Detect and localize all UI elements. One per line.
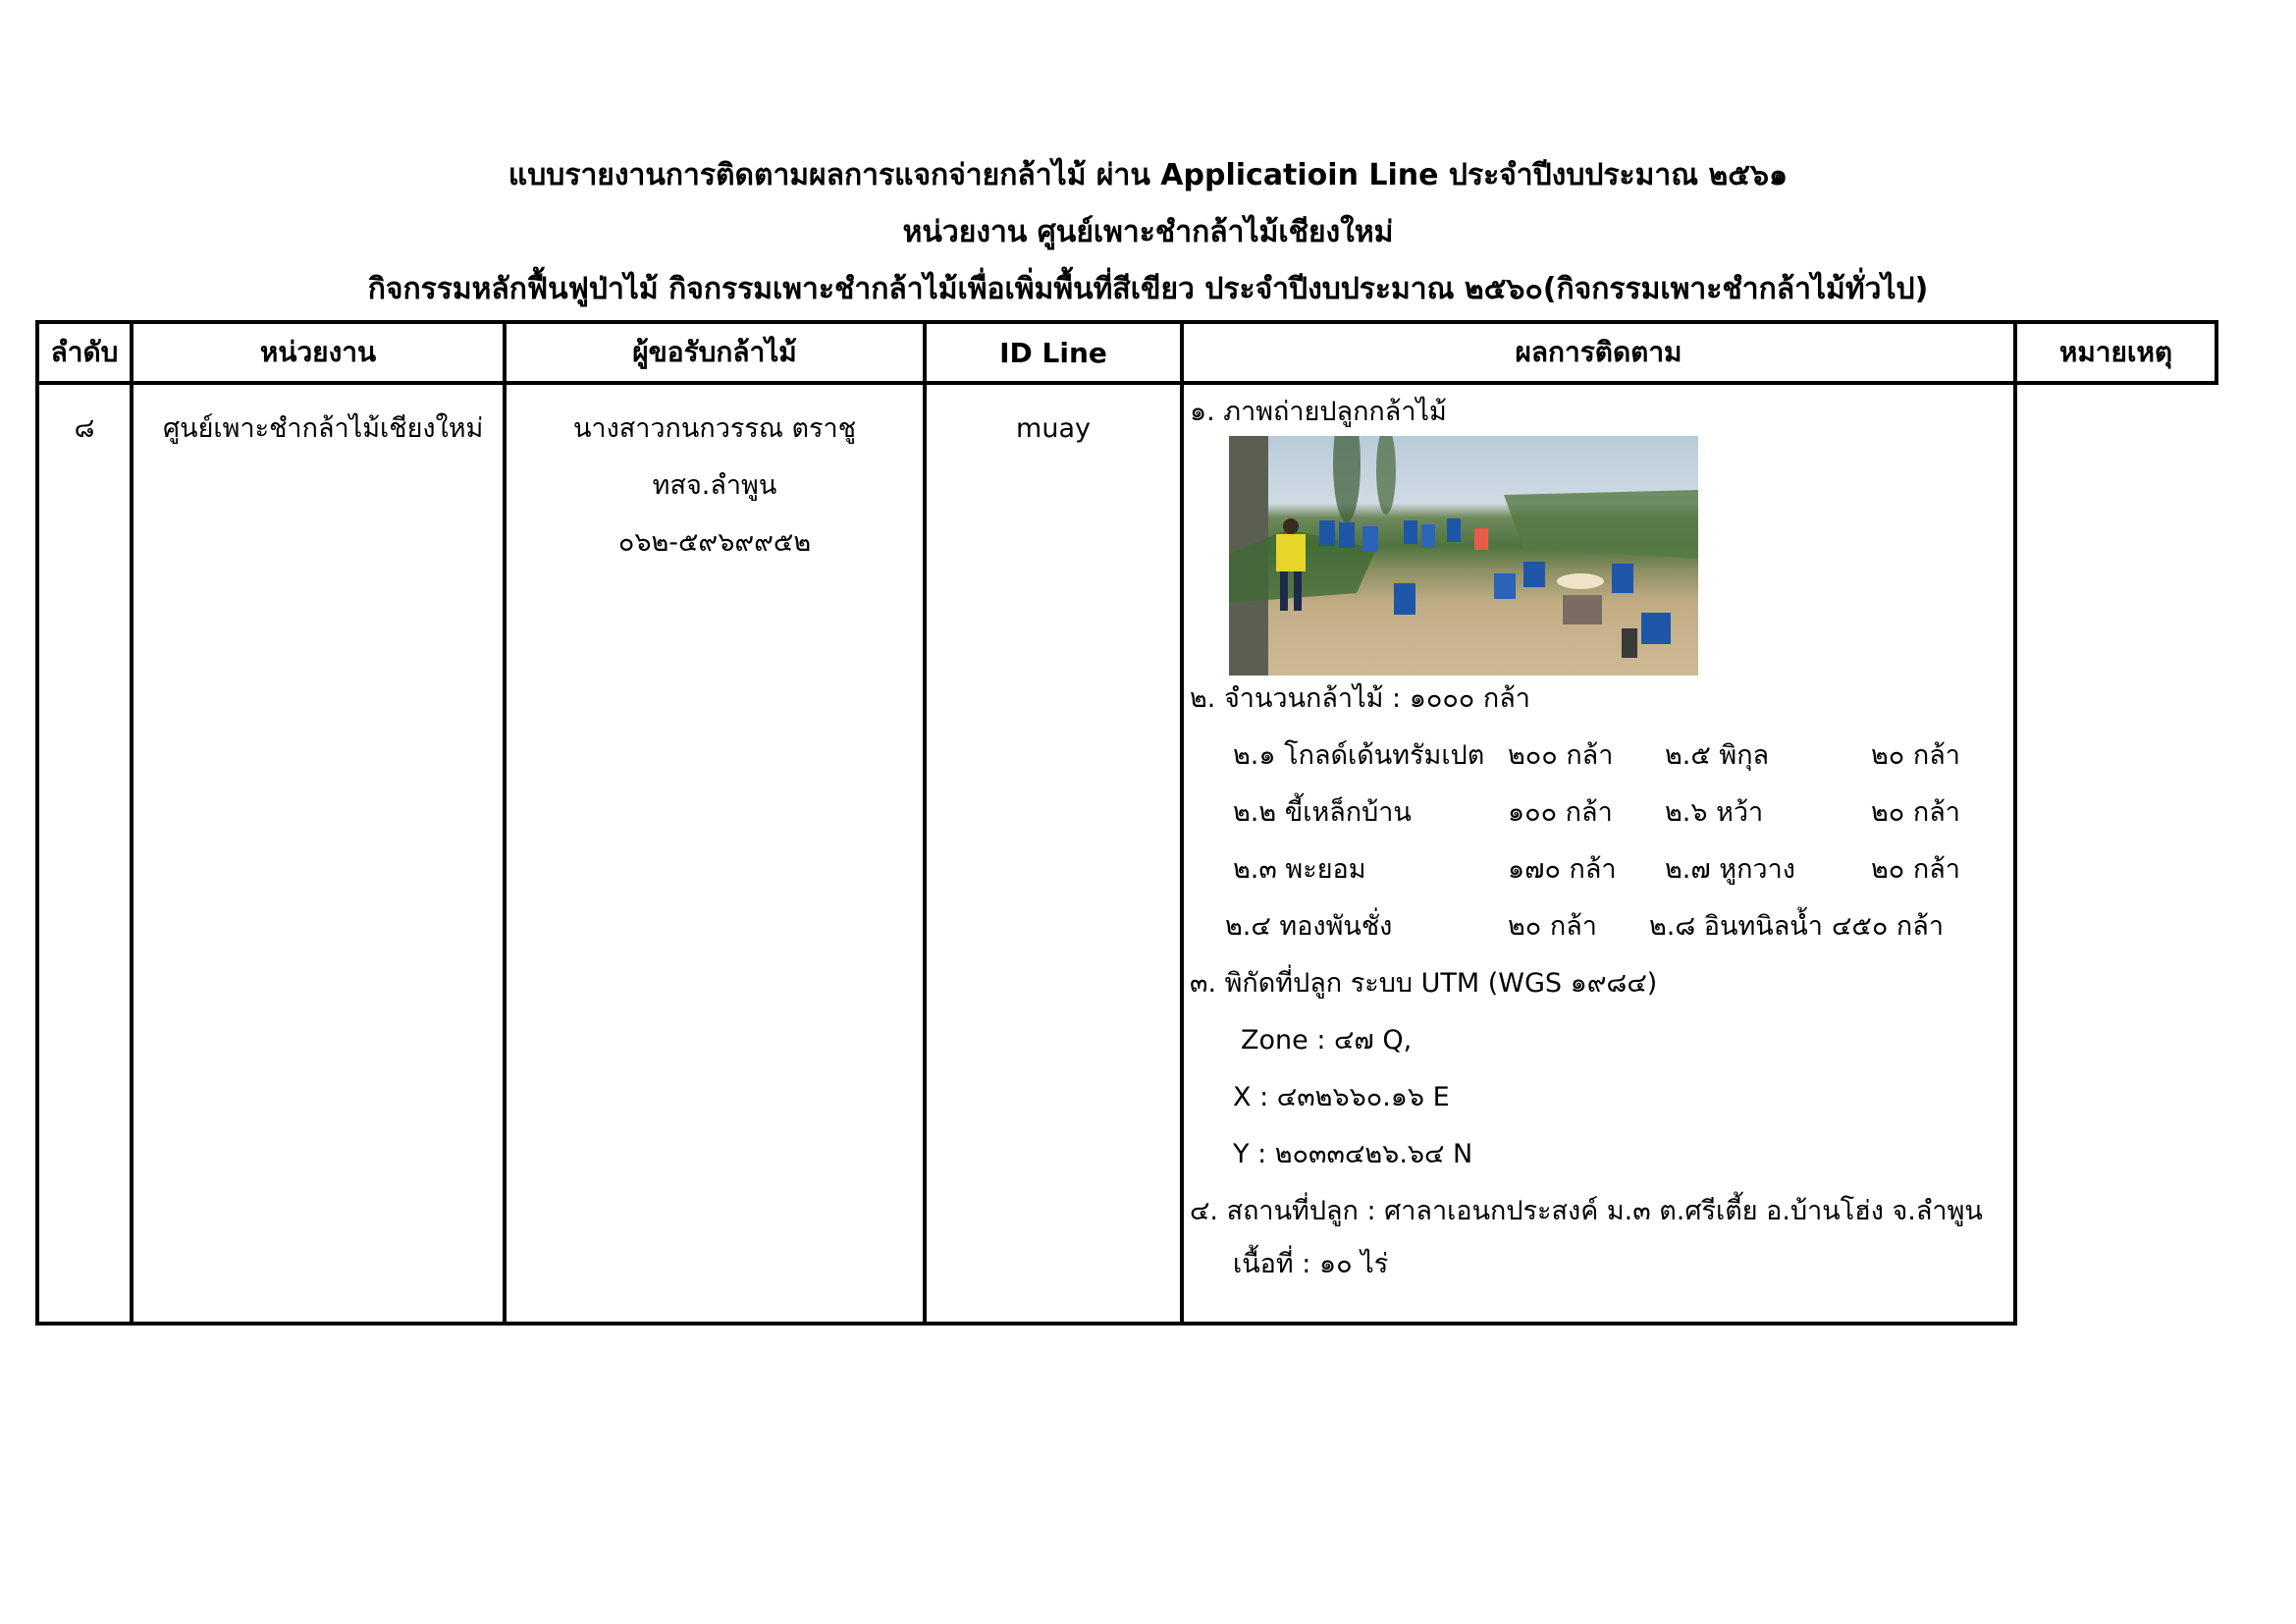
seedling-item-qty: ๑๗๐ กล้า — [1508, 854, 1617, 885]
seedling-item-qty: ๔๕๐ กล้า — [1832, 911, 1944, 942]
unit-name: ศูนย์เพาะชำกล้าไม้เชียงใหม่ — [163, 413, 484, 444]
report-table — [35, 320, 2218, 1326]
section-location: ๔. สถานที่ปลูก : ศาลาเอนกประสงค์ ม.๓ ต.ศรีเตี้ย อ.บ้านโฮ่ง จ.ลำพูน — [1190, 1196, 1983, 1226]
seedling-item-qty: ๒๐ กล้า — [1508, 911, 1597, 942]
tree-planting-photo — [1229, 436, 1698, 676]
agency-title: หน่วยงาน ศูนย์เพาะชำกล้าไม้เชียงใหม่ — [902, 215, 1394, 249]
recipient-office: ทสจ.ลำพูน — [652, 470, 777, 501]
report-header — [0, 147, 2296, 318]
row-number: ๘ — [74, 413, 95, 444]
col-header-unit: หน่วยงาน — [132, 322, 505, 383]
recipient-name: นางสาวกนกวรรณ ตราชู — [572, 413, 857, 444]
seedling-item-qty: ๒๐๐ กล้า — [1508, 740, 1614, 771]
seedling-item-name: ๒.๘ อินทนิลน้ำ — [1649, 911, 1823, 942]
report-title: แบบรายงานการติดตามผลการแจกจ่ายกล้าไม้ ผ่าน Applicatioin Line ประจำปีงบประมาณ ๒๕๖๑ — [507, 158, 1789, 192]
seedling-item-name: ๒.๕ พิกุล — [1665, 740, 1770, 771]
cell-remark — [2015, 383, 2216, 1324]
seedling-item-qty: ๒๐ กล้า — [1871, 740, 1960, 771]
utm-zone: Zone : ๔๗ Q, — [1241, 1025, 1413, 1056]
seedling-item-name: ๒.๒ ขี้เหล็กบ้าน — [1233, 797, 1412, 828]
seedling-item-qty: ๒๐ กล้า — [1871, 797, 1960, 828]
utm-x: X : ๔๓๒๖๖๐.๑๖ E — [1233, 1082, 1450, 1112]
seedling-item-name: ๒.๔ ทองพันชั่ง — [1225, 911, 1393, 942]
section-photo-heading: ๑. ภาพถ่ายปลูกกล้าไม้ — [1190, 397, 1447, 427]
table-row — [37, 383, 2216, 1324]
seedling-item-name: ๒.๗ หูกวาง — [1665, 854, 1795, 885]
seedling-item-qty: ๒๐ กล้า — [1871, 854, 1960, 885]
utm-y: Y : ๒๐๓๓๔๒๖.๖๔ N — [1233, 1139, 1473, 1169]
cell-result — [1182, 383, 2015, 1324]
seedling-item-name: ๒.๓ พะยอม — [1233, 854, 1366, 885]
recipient-phone: ๐๖๒-๕๙๖๙๙๕๒ — [617, 527, 812, 558]
cell-recipient — [505, 383, 925, 1324]
planting-area: เนื้อที่ : ๑๐ ไร่ — [1233, 1249, 1389, 1279]
activity-title: กิจกรรมหลักฟื้นฟูป่าไม้ กิจกรรมเพาะชำกล้าไม้เพื่อเพิ่มพื้นที่สีเขียว ประจำปีงบประมาณ ๒๕๖๐(กิจกรรมเพาะชำกล้าไม้ทั่วไป) — [367, 272, 1929, 306]
seedling-item-name: ๒.๑ โกลด์เด้นทรัมเปต — [1233, 740, 1485, 771]
col-header-remark: หมายเหตุ — [2015, 322, 2216, 383]
col-header-recipient: ผู้ขอรับกล้าไม้ — [505, 322, 925, 383]
col-header-id-line: ID Line — [925, 322, 1182, 383]
id-line-value: muay — [1016, 413, 1091, 444]
cell-unit — [132, 383, 505, 1324]
seedling-item-qty: ๑๐๐ กล้า — [1508, 797, 1613, 828]
table-header-row — [37, 322, 2216, 383]
cell-id-line — [925, 383, 1182, 1324]
section-coordinates-heading: ๓. พิกัดที่ปลูก ระบบ UTM (WGS ๑๙๘๔) — [1190, 968, 1658, 999]
col-header-result: ผลการติดตาม — [1182, 322, 2015, 383]
seedling-item-name: ๒.๖ หว้า — [1665, 797, 1764, 828]
col-header-no: ลำดับ — [37, 322, 132, 383]
cell-no — [37, 383, 132, 1324]
section-quantity-heading: ๒. จำนวนกล้าไม้ : ๑๐๐๐ กล้า — [1190, 683, 1530, 714]
